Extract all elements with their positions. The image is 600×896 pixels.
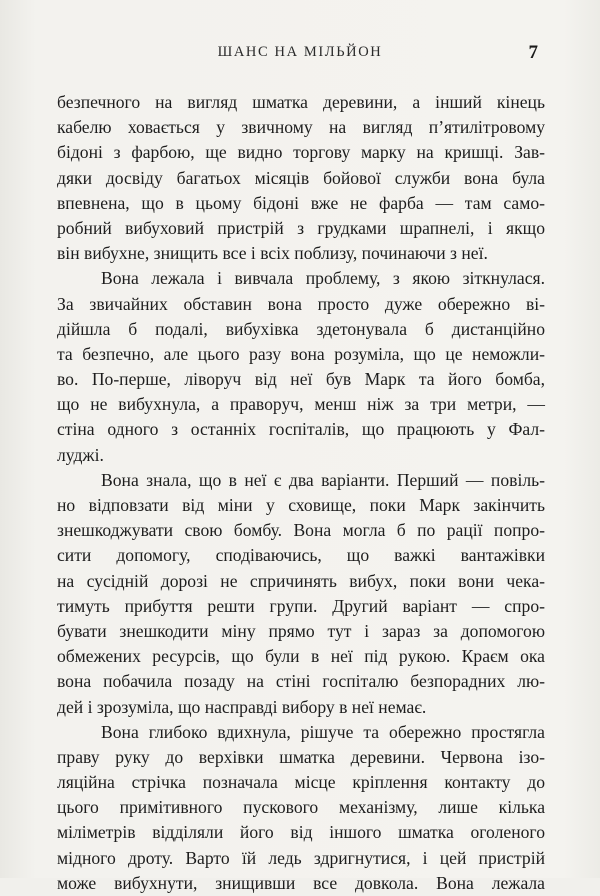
text-line: робний вибуховий пристрій з грудками шрапнелі, і якщо [57,217,545,238]
text-line: він вибухне, знищить все і всіх поблизу, починаючи з неї. [57,243,488,264]
text-line: впевнена, що в цьому бідоні вже не фарба — там само- [57,192,545,213]
text-line: безпечного на вигляд шматка деревини, а інший кінець [57,92,545,112]
text-line: Вона лежала і вивчала проблему, з якою зіткнулася. [101,268,545,289]
text-line: За звичайних обставин вона просто дуже обережно ві- [57,293,545,314]
text-line: праву руку до верхівки шматка деревини. Червона ізо- [57,746,545,767]
text-line: обмежених ресурсів, що були в неї під рукою. Краєм ока [57,646,545,667]
text-line: вона побачила позаду на стіні госпіталю безпорадних лю- [57,671,545,692]
text-line: на сусідній дорозі не спричинять вибух, поки вони чека- [57,570,545,591]
text-line: знешкоджувати свою бомбу. Вона могла б по рації попро- [57,520,545,541]
paragraph [57,90,545,266]
text-line: стіна одного з останніх госпіталів, що працюють у Фал- [57,419,545,440]
text-line: но відповзати від міни у сховище, поки Марк закінчить [57,495,545,515]
paragraph [57,266,545,468]
text-line: міліметрів відділяли його від іншого шматка оголеного [57,822,545,843]
running-head [0,44,600,64]
text-line: що не вибухнула, а праворуч, менш ніж за три метри, — [57,394,545,415]
text-line: та безпечно, але цього разу вона розуміла, що це неможли- [57,343,545,364]
running-title: ШАНС НА МІЛЬЙОН [217,44,383,60]
text-line: бідоні з фарбою, ще видно торгову марку на кришці. Зав- [57,142,545,163]
text-line: Вона глибоко вдихнула, рішуче та обережно простягла [101,721,545,742]
text-line: кабелю ховається у звичному на вигляд п’ятилітровому [57,117,545,138]
text-line: во. По-перше, ліворуч від неї був Марк та його бомба, [57,369,545,390]
page-number: 7 [528,42,538,63]
paragraph [57,468,545,720]
text-line: дей і зрозуміла, що насправді вибору в неї немає. [57,696,427,717]
body-text [57,90,545,896]
text-line: може вибухнути, знищивши все довкола. Вона лежала [57,872,545,893]
text-line: мідного дроту. Варто їй ледь здригнутися, і цей пристрій [57,847,545,868]
text-line: сити допомогу, сподіваючись, що важкі вантажівки [57,545,545,566]
text-line: дійшла б подалі, вибухівка здетонувала б дистанційно [57,318,545,339]
text-line: бувати знешкодити міну прямо тут і зараз за допомогою [57,620,545,641]
text-line: ляційна стрічка позначала місце кріплення контакту до [57,772,545,793]
paragraph [57,720,545,896]
text-line: цього примітивного пускового механізму, лише кілька [57,797,545,818]
text-line: луджі. [57,444,104,465]
text-line: дяки досвіду багатьох місяців бойової служби вона була [57,167,545,188]
text-line: Вона знала, що в неї є два варіанти. Перший — повіль- [101,469,545,490]
text-line: тимуть прибуття решти групи. Другий варіант — спро- [57,595,545,616]
